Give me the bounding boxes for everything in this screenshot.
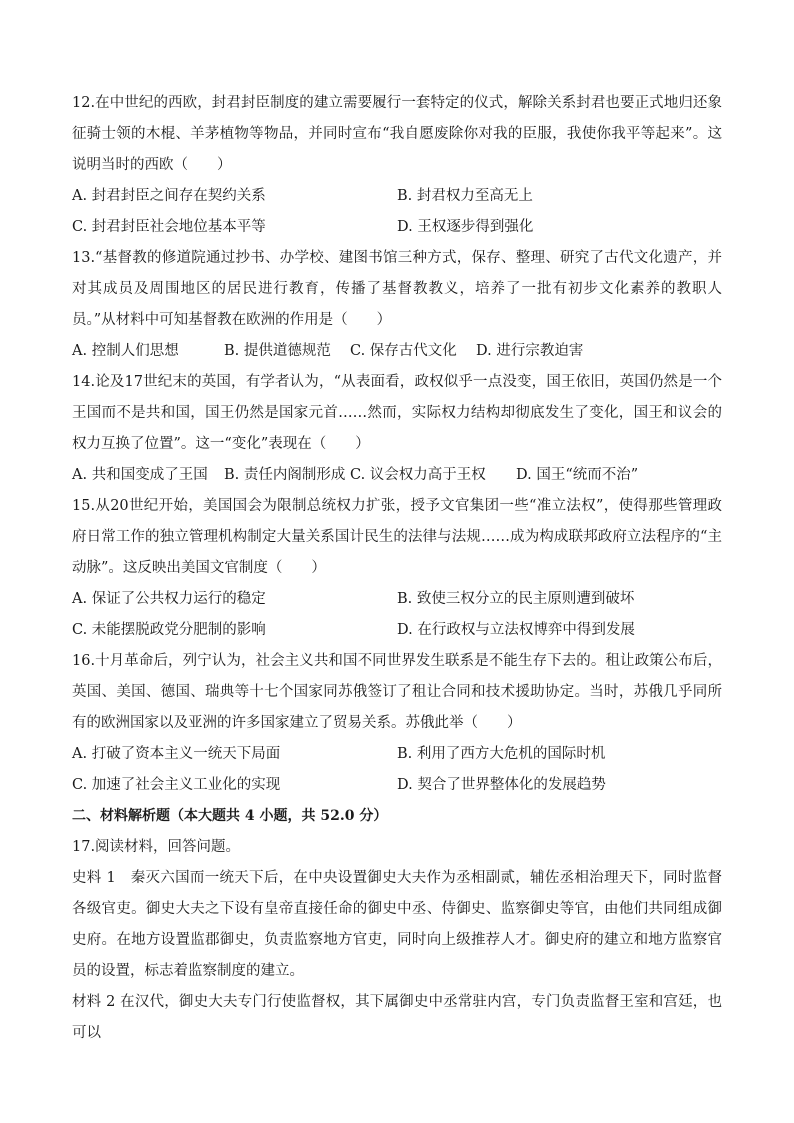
question-15 <box>72 491 722 646</box>
question-13 <box>72 243 722 367</box>
options-row <box>72 336 722 367</box>
option-a[interactable]: A. 保证了公共权力运行的稳定 <box>72 591 266 607</box>
options-row <box>72 770 722 801</box>
question-17 <box>72 832 722 1049</box>
option-c[interactable]: C. 议会权力高于王权 <box>350 467 486 483</box>
options-row <box>72 460 722 491</box>
section-heading <box>72 801 722 832</box>
material-2: 材料 2 在汉代，御史大夫专门行使监督权，其下属御史中丞常驻内宫，专门负责监督王室和宫廷，也可以 <box>72 994 722 1041</box>
options-row <box>72 181 722 212</box>
question-12 <box>72 88 722 243</box>
question-stem: 12.在中世纪的西欧，封君封臣制度的建立需要履行一套特定的仪式，解除关系封君也要正式地归还象征骑士领的木棍、羊茅植物等物品，并同时宣布“我自愿废除你对我的臣服，我使你我平等起来”。这说明当时的西欧（ ） <box>72 95 722 173</box>
option-c[interactable]: C. 保存古代文化 <box>350 343 457 359</box>
question-stem: 13.“基督教的修道院通过抄书、办学校、建图书馆三种方式，保存、整理、研究了古代文化遗产，并对其成员及周围地区的居民进行教育，传播了基督教教义，培养了一批有初步文化素养的教职人员。”从材料中可知基督教在欧洲的作用是（ ） <box>72 250 722 328</box>
question-intro: 17.阅读材料，回答问题。 <box>72 839 241 855</box>
option-b[interactable]: B. 致使三权分立的民主原则遭到破坏 <box>397 591 635 607</box>
option-c[interactable]: C. 加速了社会主义工业化的实现 <box>72 777 281 793</box>
options-row <box>72 739 722 770</box>
option-d[interactable]: D. 在行政权与立法权博弈中得到发展 <box>397 622 635 638</box>
material-1: 史料 1 秦灭六国而一统天下后，在中央设置御史大夫作为丞相副贰，辅佐丞相治理天下，同时监督各级官吏。御史大夫之下设有皇帝直接任命的御史中丞、侍御史、监察御史等官，由他们共同组成御史府。在地方设置监郡御史，负责监察地方官吏，同时向上级推荐人才。御史府的建立和地方监察官员的设置，标志着监察制度的建立。 <box>72 870 722 979</box>
option-b[interactable]: B. 利用了西方大危机的国际时机 <box>397 746 606 762</box>
option-d[interactable]: D. 国王“统而不治” <box>516 467 639 483</box>
options-row <box>72 584 722 615</box>
option-d[interactable]: D. 王权逐步得到强化 <box>397 219 534 235</box>
option-c[interactable]: C. 未能摆脱政党分肥制的影响 <box>72 622 266 638</box>
options-row <box>72 212 722 243</box>
option-a[interactable]: A. 共和国变成了王国 <box>72 467 208 483</box>
question-16 <box>72 646 722 801</box>
option-b[interactable]: B. 提供道德规范 <box>224 343 331 359</box>
option-d[interactable]: D. 进行宗教迫害 <box>476 343 584 359</box>
exam-page <box>72 88 722 1049</box>
option-b[interactable]: B. 封君权力至高无上 <box>397 188 533 204</box>
section-title: 二、材料解析题（本大题共 4 小题，共 52.0 分） <box>72 808 388 824</box>
option-d[interactable]: D. 契合了世界整体化的发展趋势 <box>397 777 606 793</box>
option-a[interactable]: A. 封君封臣之间存在契约关系 <box>72 188 266 204</box>
option-a[interactable]: A. 打破了资本主义一统天下局面 <box>72 746 281 762</box>
option-c[interactable]: C. 封君封臣社会地位基本平等 <box>72 219 266 235</box>
question-stem: 14.论及17世纪末的英国，有学者认为，“从表面看，政权似乎一点没变，国王依旧，英国仍然是一个王国而不是共和国，国王仍然是国家元首……然而，实际权力结构却彻底发生了变化，国王和议会的权力互换了位置”。这一“变化”表现在（ ） <box>72 374 722 452</box>
options-row <box>72 615 722 646</box>
option-a[interactable]: A. 控制人们思想 <box>72 343 179 359</box>
option-b[interactable]: B. 责任内阁制形成 <box>224 467 346 483</box>
question-stem: 15.从20世纪开始，美国国会为限制总统权力扩张，授予文官集团一些“准立法权”，使得那些管理政府日常工作的独立管理机构制定大量关系国计民生的法律与法规……成为构成联邦政府立法程序的“主动脉”。这反映出美国文官制度（ ） <box>72 498 722 576</box>
question-stem: 16.十月革命后，列宁认为，社会主义共和国不同世界发生联系是不能生存下去的。租让政策公布后，英国、美国、德国、瑞典等十七个国家同苏俄签订了租让合同和技术援助协定。当时，苏俄几乎同所有的欧洲国家以及亚洲的许多国家建立了贸易关系。苏俄此举（ ） <box>72 653 722 731</box>
question-14 <box>72 367 722 491</box>
